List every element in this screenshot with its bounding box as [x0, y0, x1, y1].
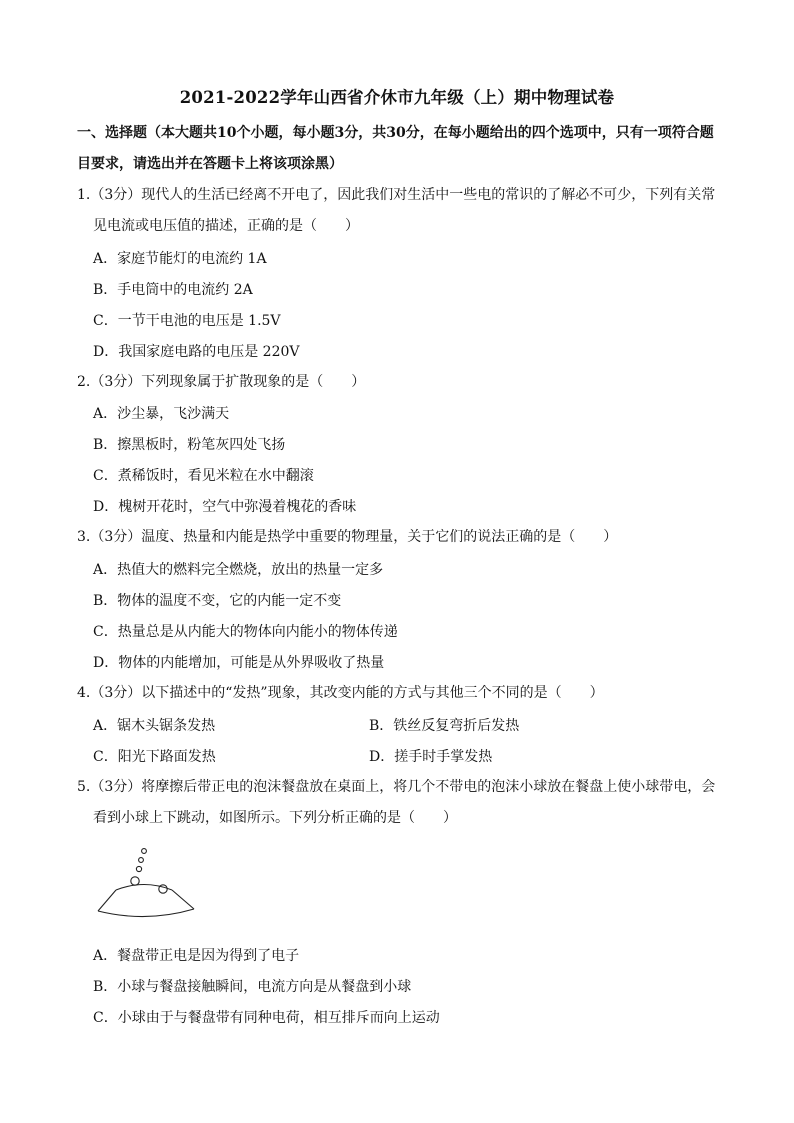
question-3-option-d: D．物体的内能增加，可能是从外界吸收了热量: [93, 655, 385, 671]
question-2: [77, 367, 727, 398]
question-4-option-b: B．铁丝反复弯折后发热: [369, 718, 520, 734]
question-1-option-b: B．手电筒中的电流约 2A: [93, 282, 253, 298]
plate-bottom-edge: [98, 909, 194, 917]
question-1-stem-line-1: 1.（3分）现代人的生活已经离不开电了，因此我们对生活中一些电的常识的了解必不可少，下列有关常: [77, 187, 716, 203]
question-4-option-d: D．搓手时手掌发热: [369, 749, 493, 765]
question-5-stem-line-1: 5.（3分）将摩擦后带正电的泡沫餐盘放在桌面上，将几个不带电的泡沫小球放在餐盘上使小球带电，会: [77, 779, 716, 795]
question-3-option-c: C．热量总是从内能大的物体向内能小的物体传递: [93, 624, 398, 640]
question-5-option-c: C．小球由于与餐盘带有同种电荷，相互排斥而向上运动: [93, 1010, 440, 1026]
question-1: [77, 180, 727, 242]
question-2-stem: 2.（3分）下列现象属于扩散现象的是（ ）: [77, 374, 366, 390]
question-2-option-a: A．沙尘暴，飞沙满天: [93, 406, 230, 422]
foam-ball: [142, 849, 147, 854]
question-3: [77, 522, 727, 553]
question-2-option-b: B．擦黑板时，粉笔灰四处飞扬: [93, 437, 286, 453]
question-5-option-a: A．餐盘带正电是因为得到了电子: [93, 948, 300, 964]
plate-left-rim: [98, 890, 116, 911]
foam-plate-figure: [96, 843, 196, 919]
question-4-option-c: C．阳光下路面发热: [93, 749, 216, 765]
plate-right-rim: [172, 890, 194, 909]
question-5-option-b: B．小球与餐盘接触瞬间，电流方向是从餐盘到小球: [93, 979, 412, 995]
question-3-option-b: B．物体的温度不变，它的内能一定不变: [93, 593, 342, 609]
section-heading: [77, 118, 727, 180]
section-heading-line-2: 目要求，请选出并在答题卡上将该项涂黑）: [77, 156, 343, 172]
question-2-option-c: C．煮稀饭时，看见米粒在水中翻滚: [93, 468, 314, 484]
foam-ball: [139, 858, 144, 863]
question-4-stem: 4.（3分）以下描述中的“发热”现象，其改变内能的方式与其他三个不同的是（ ）: [77, 685, 604, 701]
question-1-option-d: D．我国家庭电路的电压是 220V: [93, 344, 300, 360]
question-4: [77, 678, 727, 709]
question-5: [77, 772, 727, 834]
section-heading-line-1: 一、选择题（本大题共10个小题，每小题3分，共30分，在每小题给出的四个选项中，只有一项符合题: [77, 125, 714, 141]
page-title: 2021-2022学年山西省介休市九年级（上）期中物理试卷: [179, 88, 615, 107]
question-1-option-c: C．一节干电池的电压是 1.5V: [93, 313, 281, 329]
question-5-stem-line-2: 看到小球上下跳动，如图所示。下列分析正确的是（ ）: [93, 810, 457, 826]
foam-ball: [159, 885, 167, 893]
foam-ball: [136, 866, 141, 871]
question-1-option-a: A．家庭节能灯的电流约 1A: [93, 251, 267, 267]
question-4-option-a: A．锯木头锯条发热: [93, 718, 216, 734]
question-1-stem-line-2: 见电流或电压值的描述，正确的是（ ）: [93, 218, 359, 234]
question-3-option-a: A．热值大的燃料完全燃烧，放出的热量一定多: [93, 562, 384, 578]
foam-ball: [131, 877, 139, 885]
question-3-stem: 3.（3分）温度、热量和内能是热学中重要的物理量，关于它们的说法正确的是（ ）: [77, 529, 618, 545]
question-2-option-d: D．槐树开花时，空气中弥漫着槐花的香味: [93, 499, 357, 515]
